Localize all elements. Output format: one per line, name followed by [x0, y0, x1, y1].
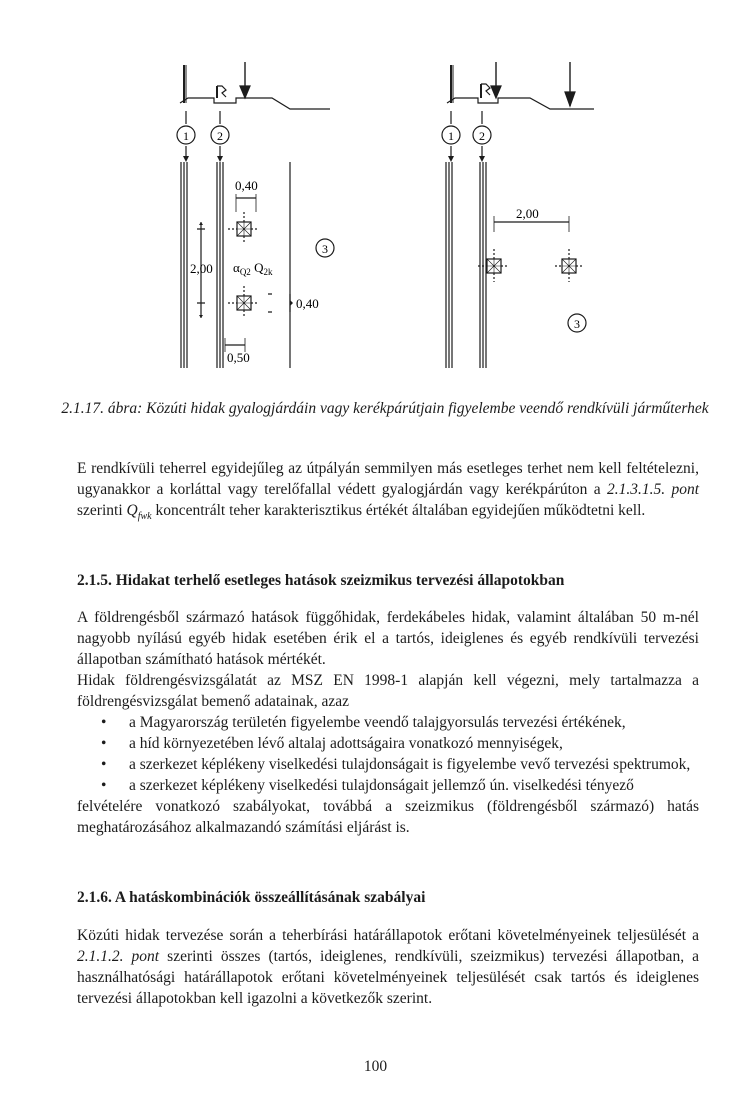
section-heading-2-1-6: 2.1.6. A hatáskombinációk összeállításának szabályai: [77, 889, 426, 906]
left-dim-200: 2,00: [190, 261, 213, 276]
paragraph-5-text-b: szerinti összes (tartós, ideiglenes, rendkívüli, szeizmikus) tervezési állapotban, a használhatósági határállapotok erőtani követelményeinek teljesülését csak tartós és ideiglenes tervezési állapotokban kell igazolni a következők szerint.: [77, 948, 699, 1007]
list-item: • a szerkezet képlékeny viselkedési tulajdonságait is figyelembe vevő tervezési spektrumok,: [77, 754, 699, 775]
list-item: • a híd környezetében lévő altalaj adottságaira vonatkozó mennyiségek,: [77, 733, 699, 754]
paragraph-5-reference: 2.1.1.2. pont: [77, 948, 160, 965]
left-marker-3: 3: [322, 242, 328, 256]
left-dim-040b: 0,40: [296, 296, 319, 311]
page-number: 100: [363, 1058, 388, 1075]
paragraph-1-text-b: szerinti: [77, 502, 127, 519]
paragraph-4: felvételére vonatkozó szabályokat, továbbá a szeizmikus (földrengésből származó) hatás meghatározásához alkalmazandó számítási eljárást is.: [77, 798, 699, 836]
right-marker-1: 1: [448, 129, 454, 143]
paragraph-2: A földrengésből származó hatások függőhidak, ferdekábeles hidak, valamint általában 50 m-nél nagyobb nyílású egyéb hidak esetében érik el a tartós, ideiglenes és egyéb rendkívüli tervezési állapotban számítható hatások mértékét.: [77, 609, 699, 668]
figure-caption: 2.1.17. ábra: Közúti hidak gyalogjárdáin vagy kerékpárútjain figyelembe veendő rendkívüli járműterhek: [61, 400, 709, 417]
left-cross-section: [180, 62, 330, 109]
left-dim-040: 0,40: [235, 178, 258, 193]
paragraph-1-reference: 2.1.3.1.5. pont: [606, 481, 699, 498]
paragraph-1-text-a: E rendkívüli teherrel egyidejűleg az útpályán semmilyen más esetleges terhet nem kell feltételezni, ugyanakkor a korláttal vagy terelőfallal védett gyalogjárdán vagy kerékpárúton a: [77, 460, 699, 498]
paragraph-5: [77, 925, 699, 1009]
paragraph-1-text-c: koncentrált teher karakterisztikus értékét általában egyidejűen működtetni kell.: [151, 502, 646, 519]
q-fwk-symbol: $Q_{fwk}$: [126, 502, 152, 523]
right-load-squares: [478, 249, 583, 282]
right-dim-200: 2,00: [516, 206, 539, 221]
right-marker-2: 2: [479, 129, 485, 143]
paragraph-1: [77, 458, 699, 527]
left-load-label: $\alpha_{Q2}$ $Q_{2k}$: [233, 260, 273, 277]
right-cross-section: [447, 62, 594, 109]
list-item: • a szerkezet képlékeny viselkedési tulajdonságait jellemző ún. viselkedési tényező: [77, 775, 699, 796]
section-heading-2-1-5: 2.1.5. Hidakat terhelő esetleges hatások szeizmikus tervezési állapotokban: [77, 572, 565, 589]
paragraph-3: Hidak földrengésvizsgálatát az MSZ EN 1998-1 alapján kell végezni, mely tartalmazza a földrengésvizsgálat bemenő adatainak, azaz • a Magyarország területén figyelembe veendő talajgyorsulás tervezési értékének, • a híd környezetében lévő altalaj adottságaira vonatkozó mennyiségek, • a szerkezet képlékeny viselkedési tulajdonságait is figyelembe vevő tervezési spektrumok, • a szerkezet képlékeny viselkedési tulajdonságait jellemző ún. viselkedési tényező felvételére vonatkozó szabályokat, továbbá a szeizmikus (földrengésből származó) hatás meghatározásához alkalmazandó számítási eljárást is.: [77, 670, 699, 838]
figure-arrowheads: [183, 156, 485, 318]
left-marker-2: 2: [217, 129, 223, 143]
requirement-list: [77, 712, 699, 796]
right-plan-lines: [446, 162, 486, 368]
left-dim-050: 0,50: [227, 350, 250, 365]
paragraph-5-text-a: Közúti hidak tervezése során a teherbírási határállapotok erőtani követelményeinek teljesülését a: [77, 927, 699, 944]
figure-2-1-17: [0, 0, 751, 390]
right-marker-3: 3: [574, 317, 580, 331]
list-item: • a Magyarország területén figyelembe veendő talajgyorsulás tervezési értékének,: [77, 712, 699, 733]
left-marker-1: 1: [183, 129, 189, 143]
